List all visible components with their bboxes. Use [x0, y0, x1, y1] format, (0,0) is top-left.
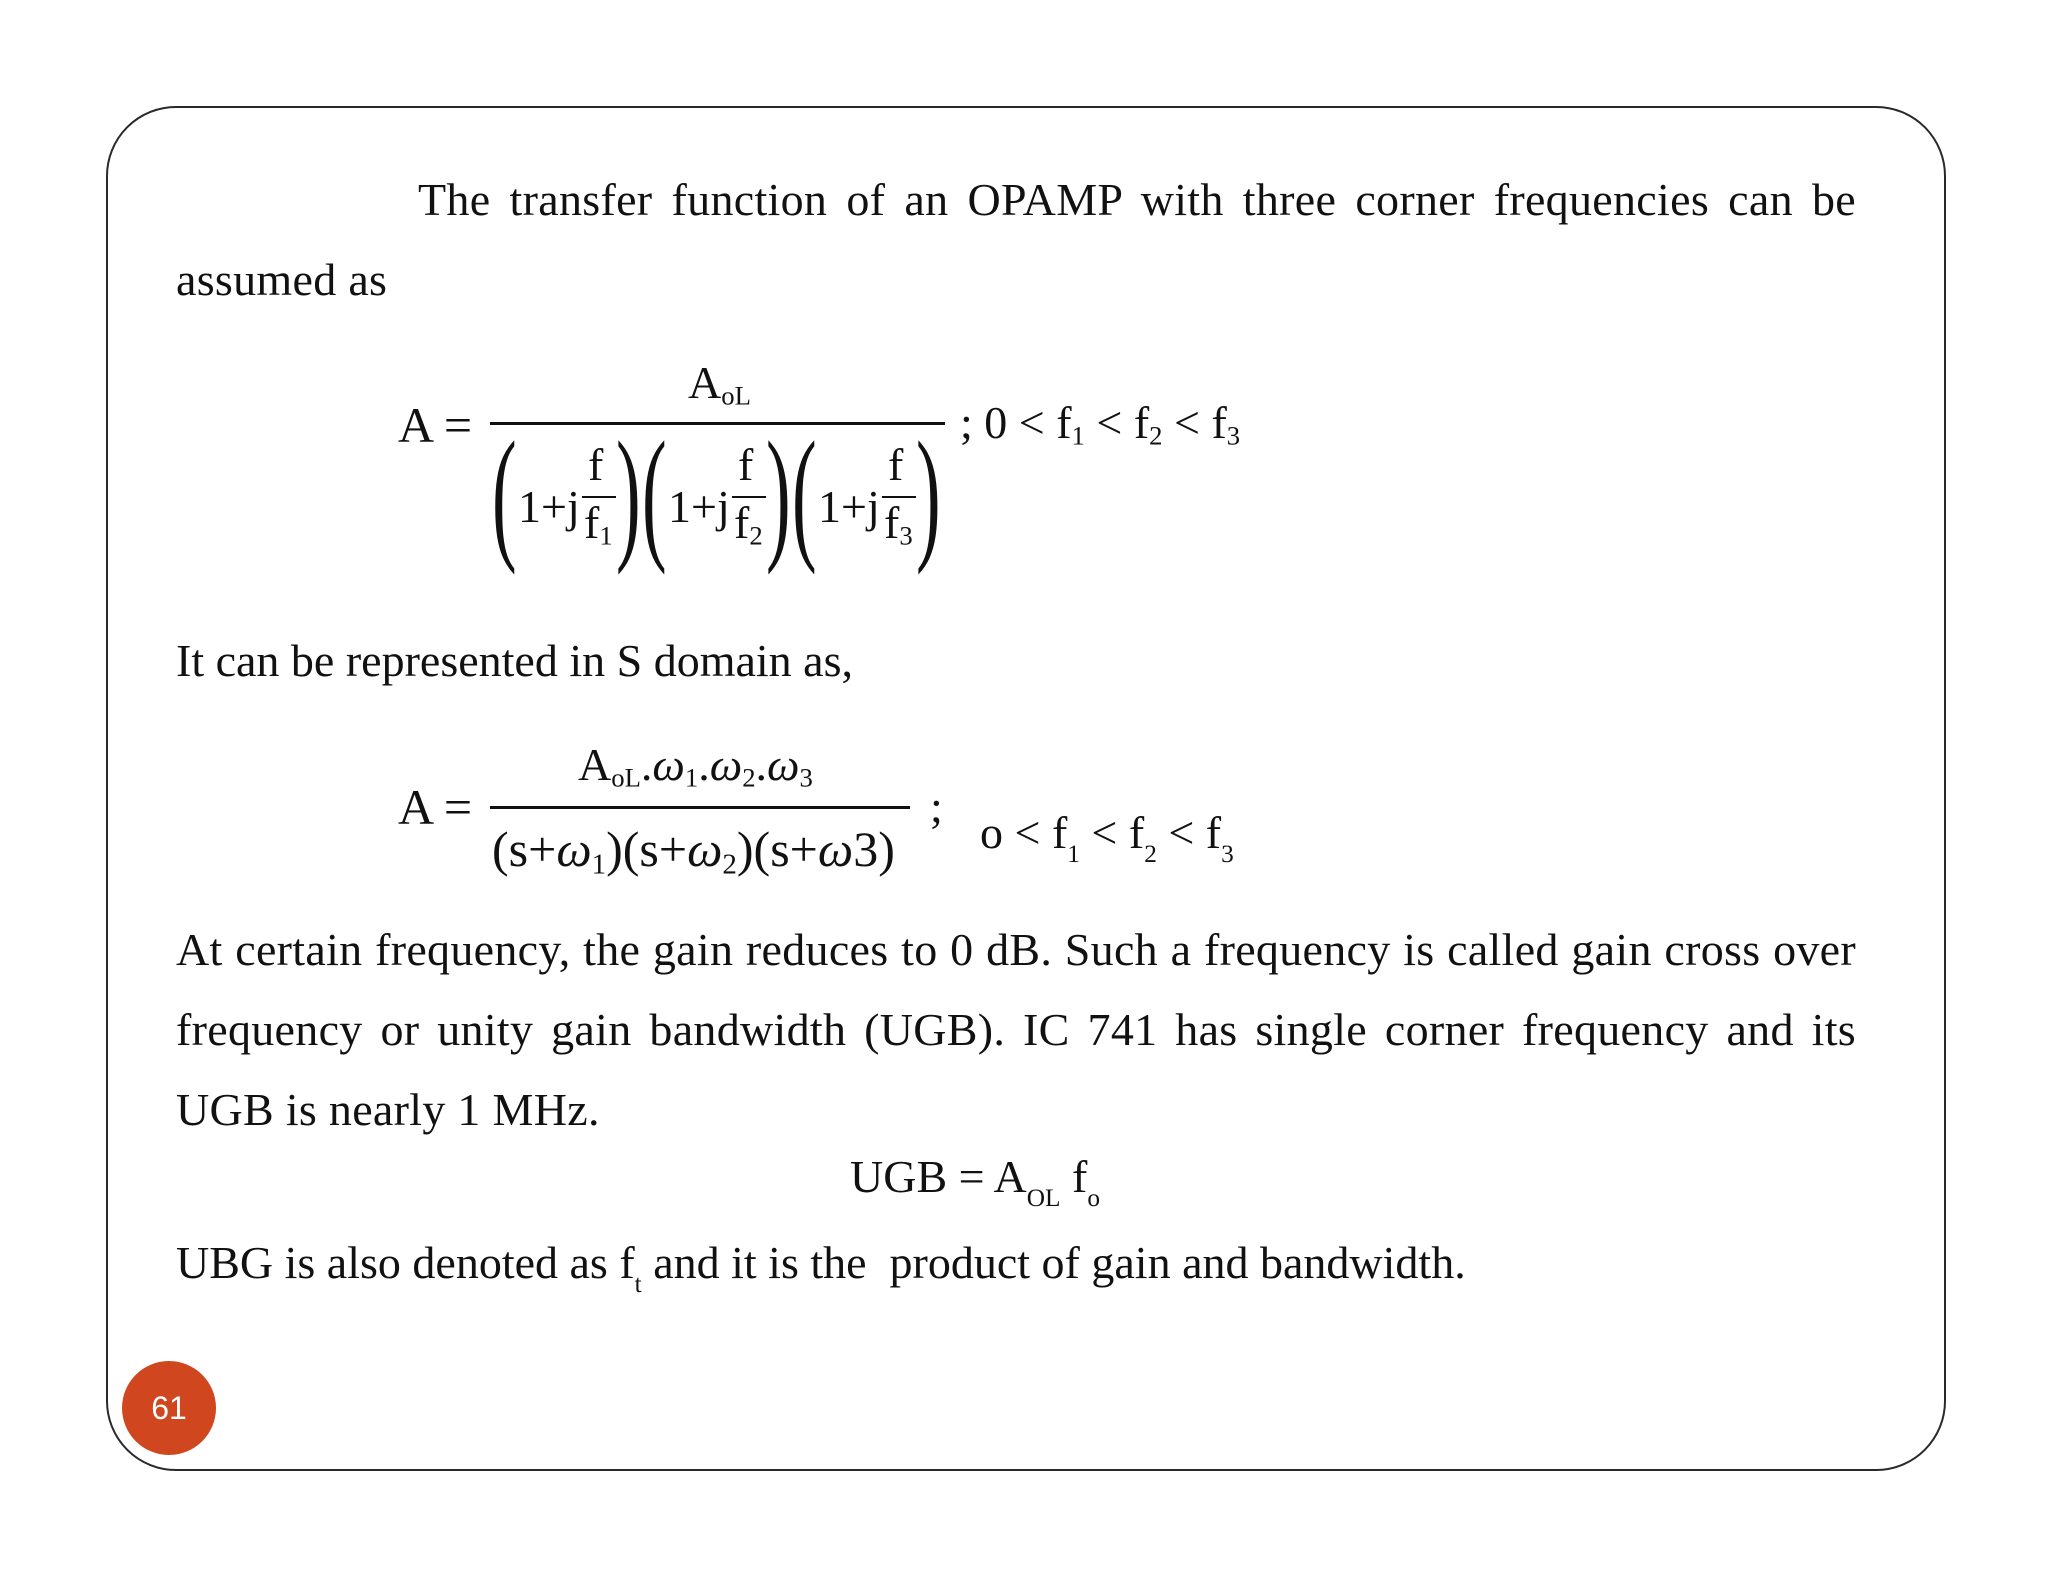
equation-lhs: A = [398, 397, 473, 453]
paragraph-intro: The transfer function of an OPAMP with three corner frequencies can be assumed as [176, 174, 1856, 305]
paragraph-ugb: At certain frequency, the gain reduces to 0 dB. Such a frequency is called gain cross over frequency or unity gain bandwidth (UGB). IC 741 has single corner frequency and its UGB is nearly 1 MHz. [176, 924, 1856, 1135]
equation-numerator: $A_{oL}$ [688, 357, 751, 411]
equation-semicolon: ; [930, 781, 943, 832]
ubg-definition: UBG is also denoted as $f_t$ and it is the product of gain and bandwidth. [176, 1237, 1466, 1298]
equation-condition: $o < f_1 < f_2 < f_3$ [980, 807, 1234, 868]
page-number-badge: 61 [122, 1361, 216, 1455]
equation-condition: ; $0 < f_1 < f_2 < f_3$ [960, 397, 1241, 451]
fraction-bar [490, 422, 945, 425]
equation-numerator: $A_{oL}.\omega_1.\omega_2.\omega_3$ [578, 739, 813, 793]
equation-lhs: A = [398, 779, 473, 835]
fraction-bar [490, 806, 910, 809]
equation-denominator: $(s+\omega_1)(s+\omega_2)(s+\omega 3)$ [492, 821, 895, 881]
ugb-equation: UGB = $A_{OL}$ $f_o$ [850, 1151, 1100, 1212]
s-domain-intro: It can be represented in S domain as, [176, 635, 853, 686]
